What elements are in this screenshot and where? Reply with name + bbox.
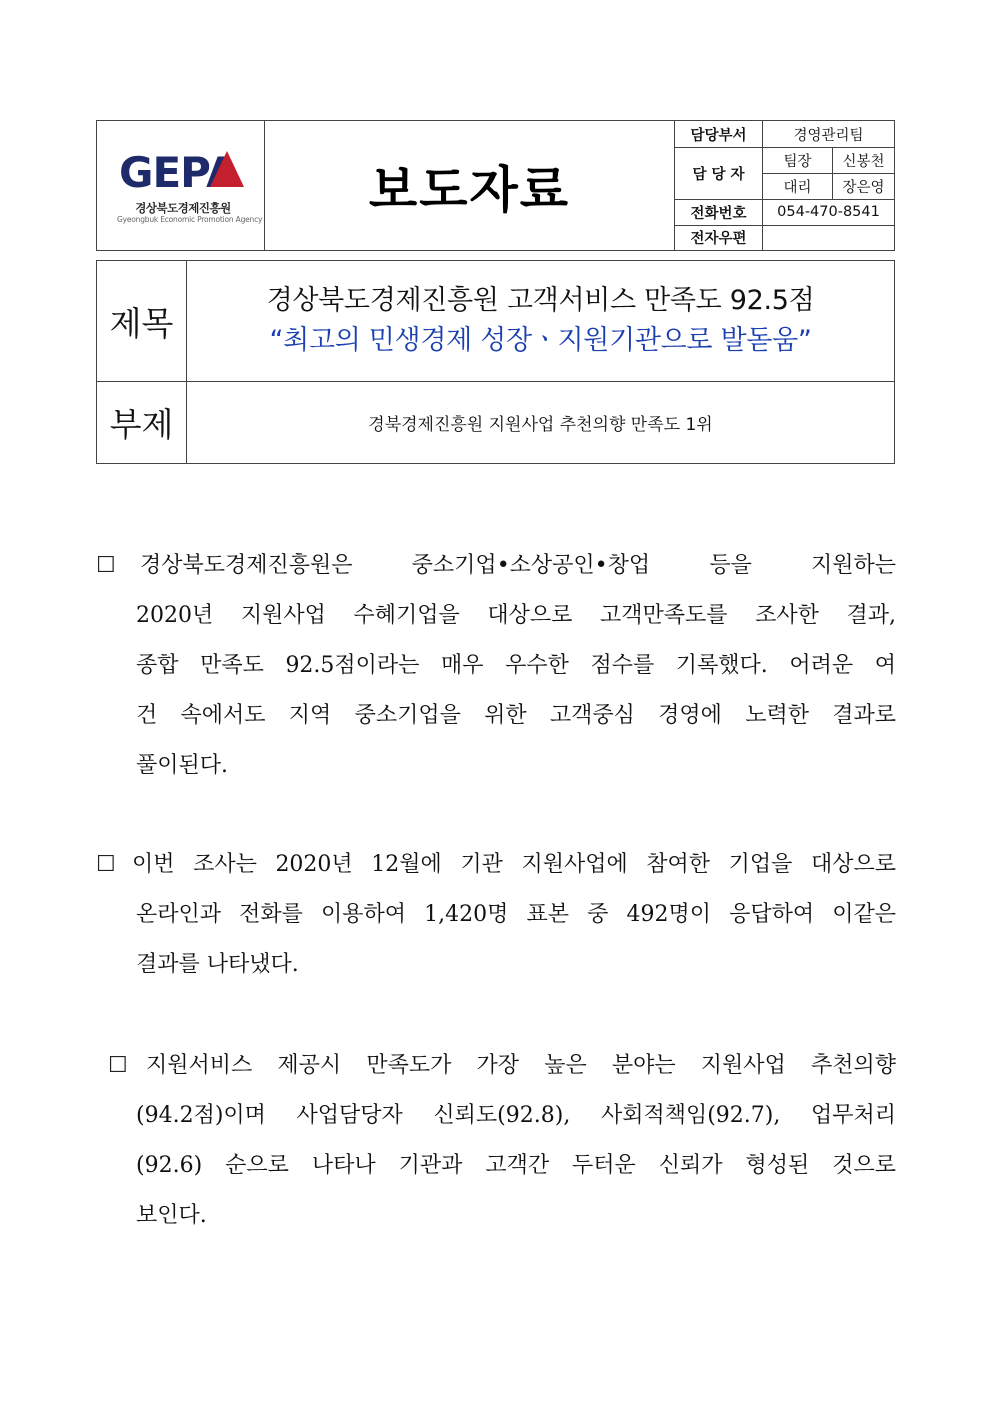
contact1-role: 팀장 xyxy=(763,147,833,173)
paragraph-line: 경상북도경제진흥원은 중소기업•소상공인•창업 등을 지원하는 xyxy=(140,553,896,578)
contact2-name: 장은영 xyxy=(842,179,885,196)
press-header-table xyxy=(96,120,895,251)
gepa-logo: GEPA xyxy=(119,148,238,197)
paragraph-line: 온라인과 전화를 이용하여 1,420명 표본 중 492명이 응답하여 이같은 xyxy=(136,902,896,927)
title-cell xyxy=(187,261,894,381)
checkbox-bullet-icon: ☐ xyxy=(96,553,116,578)
headline: 경상북도경제진흥원 고객서비스 만족도 92.5점 xyxy=(266,285,815,316)
title-label: 제목 xyxy=(97,261,187,381)
paragraph-line: 종합 만족도 92.5점이라는 매우 우수한 점수를 기록했다. 어려운 여 xyxy=(136,653,896,678)
paragraph-line: (92.6) 순으로 나타나 기관과 고객간 두터운 신뢰가 형성된 것으로 xyxy=(136,1153,896,1178)
logo-korean-name: 경상북도경제진흥원 xyxy=(135,201,231,215)
checkbox-bullet-icon: ☐ xyxy=(96,852,116,877)
paragraph-line: 지원서비스 제공시 만족도가 가장 높은 분야는 지원사업 추천의향 xyxy=(146,1053,896,1078)
logo-cell xyxy=(97,121,265,250)
paragraph-line: 풀이된다. xyxy=(136,753,229,778)
logo-triangle-icon xyxy=(210,151,244,187)
email-value xyxy=(763,225,894,250)
doc-type-cell xyxy=(265,121,675,250)
contact1-name: 신봉천 xyxy=(842,153,885,170)
contact-label: 담 당 자 xyxy=(675,147,763,199)
subtitle-label: 부제 xyxy=(97,381,187,463)
email-label: 전자우편 xyxy=(675,225,763,250)
logo-english-name: Gyeongbuk Economic Promotion Agency xyxy=(117,215,263,224)
paragraph-line: 보인다. xyxy=(136,1203,207,1228)
subject-table xyxy=(96,260,895,464)
checkbox-bullet-icon: ☐ xyxy=(108,1053,128,1078)
headline-quote: “최고의 민생경제 성장ㆍ지원기관으로 발돋움” xyxy=(269,325,812,356)
phone-label: 전화번호 xyxy=(675,199,763,225)
contact-info-grid xyxy=(675,121,894,250)
dept-value: 경영관리팀 xyxy=(793,127,864,144)
paragraph-line: 건 속에서도 지역 중소기업을 위한 고객중심 경영에 노력한 결과로 xyxy=(136,703,896,728)
paragraph-line: (94.2점)이며 사업담당자 신뢰도(92.8), 사회적책임(92.7), 업무처리 xyxy=(136,1103,896,1128)
contact2-role: 대리 xyxy=(763,173,833,199)
subtitle: 경북경제진흥원 지원사업 추천의향 만족도 1위 xyxy=(368,414,713,435)
phone-value: 054-470-8541 xyxy=(777,204,880,220)
paragraph-line: 2020년 지원사업 수혜기업을 대상으로 고객만족도를 조사한 결과, xyxy=(136,603,896,628)
paragraph-line: 결과를 나타냈다. xyxy=(136,952,299,977)
doc-type-title: 보도자료 xyxy=(368,160,571,219)
paragraph-line: 이번 조사는 2020년 12월에 기관 지원사업에 참여한 기업을 대상으로 xyxy=(132,852,896,877)
dept-label: 담당부서 xyxy=(675,121,763,147)
